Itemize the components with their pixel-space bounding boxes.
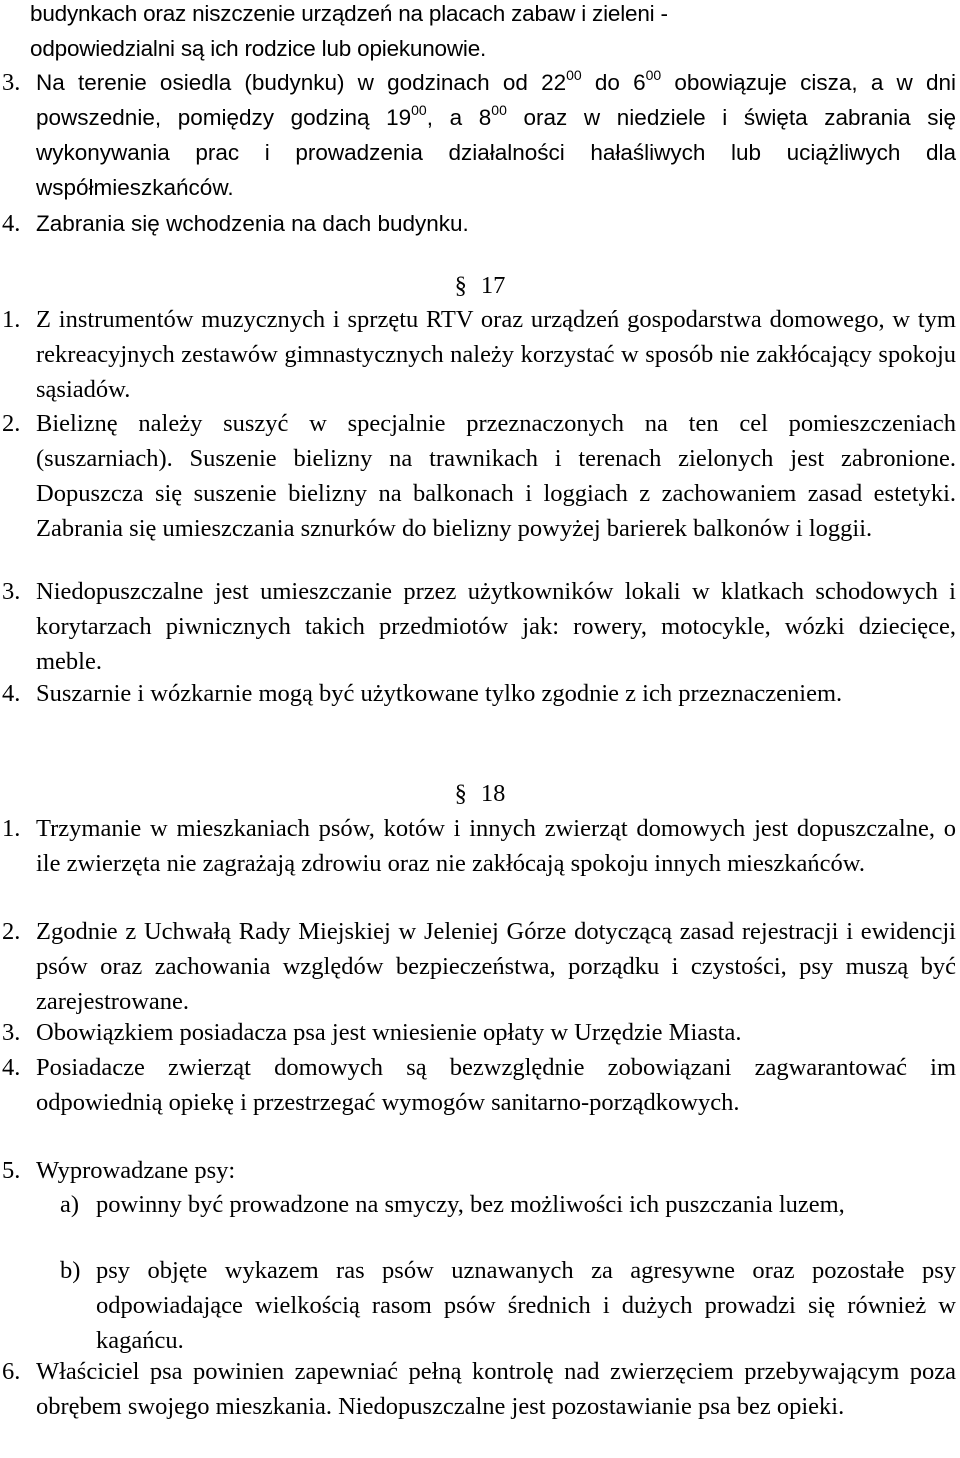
list-item xyxy=(0,676,956,711)
list-item xyxy=(0,1015,956,1050)
item-text: Trzymanie w mieszkaniach psów, kotów i innych zwierząt domowych jest dopuszczalne, o ile zwierzęta nie zagrażają zdrowiu oraz nie zakłócają spokoju innych mieszkańców. xyxy=(36,815,956,877)
fragment-line-1: budynkach oraz niszczenie urządzeń na placach zabaw i zieleni - xyxy=(30,1,668,26)
item-number: 4. xyxy=(2,680,21,707)
list-item xyxy=(0,1153,956,1188)
sub-item-letter: a) xyxy=(60,1191,80,1218)
list-item xyxy=(0,406,956,546)
list-item xyxy=(0,914,956,1019)
sub-item-text: powinny być prowadzone na smyczy, bez możliwości ich puszczania luzem, xyxy=(96,1191,845,1218)
fragment-line-2: odpowiedzialni są ich rodzice lub opiekunowie. xyxy=(30,36,487,61)
item-text: Posiadacze zwierząt domowych są bezwzględnie zobowiązani zagwarantować im odpowiednią opiekę i przestrzegać wymogów sanitarno-porządkowych. xyxy=(36,1054,956,1116)
item-number: 6. xyxy=(2,1358,21,1385)
item-number: 4. xyxy=(2,210,21,237)
section-heading-18 xyxy=(0,776,960,811)
item-text: Wyprowadzane psy: xyxy=(36,1157,236,1184)
list-item xyxy=(0,1050,956,1120)
item-number: 3. xyxy=(2,1019,21,1046)
item-number: 3. xyxy=(2,69,21,96)
list-item xyxy=(0,811,956,881)
item-text: Właściciel psa powinien zapewniać pełną kontrolę nad zwierzęciem przebywającym poza obrębem swojego mieszkania. Niedopuszczalne jest pozostawianie psa bez opieki. xyxy=(36,1358,956,1420)
sub-list-item xyxy=(60,1187,956,1222)
item-text: Suszarnie i wózkarnie mogą być użytkowane tylko zgodnie z ich przeznaczeniem. xyxy=(36,680,843,707)
item-text: Niedopuszczalne jest umieszczanie przez użytkowników lokali w klatkach schodowych i korytarzach piwnicznych takich przedmiotów jak: rowery, motocykle, wózki dziecięce, meble. xyxy=(36,578,956,675)
sub-list-item xyxy=(60,1253,956,1358)
section-symbol: § xyxy=(454,272,467,299)
item-text: Na terenie osiedla (budynku) w godzinach od $22^{00}$ do $6^{00}$ obowiązuje cisza, a w dni powszednie, pomiędzy godziną $19^{00}$, a $8^{00}$ oraz w niedziele i święta zabrania się wykonywania prac i prowadzenia działalności hałaśliwych lub uciążliwych dla współmieszkańców. xyxy=(36,67,957,200)
section-heading-17 xyxy=(0,268,960,303)
item-text: Zgodnie z Uchwałą Rady Miejskiej w Jeleniej Górze dotyczącą zasad rejestracji i ewidencji psów oraz zachowania względów bezpieczeństwa, porządku i czystości, psy muszą być zarejestrowane. xyxy=(36,918,956,1015)
item-number: 5. xyxy=(2,1157,21,1184)
item-number: 4. xyxy=(2,1054,21,1081)
item-number: 1. xyxy=(2,306,21,333)
list-item xyxy=(0,206,956,241)
section-symbol: § xyxy=(454,780,467,807)
item-text: Z instrumentów muzycznych i sprzętu RTV oraz urządzeń gospodarstwa domowego, w tym rekreacyjnych zestawów gimnastycznych należy korzystać w sposób nie zakłócający spokoju sąsiadów. xyxy=(36,306,956,403)
list-item xyxy=(0,65,956,205)
item-number: 2. xyxy=(2,410,21,437)
sub-item-letter: b) xyxy=(60,1257,81,1284)
section-number: 18 xyxy=(480,780,506,807)
item-text: Bieliznę należy suszyć w specjalnie przeznaczonych na ten cel pomieszczeniach (suszarniach). Suszenie bielizny na trawnikach i terenach zielonych jest zabronione. Dopuszcza się suszenie bielizny na balkonach i loggiach z zachowaniem zasad estetyki. Zabrania się umieszczania sznurków do bielizny powyżej barierek balkonów i loggii. xyxy=(36,410,956,542)
item-number: 3. xyxy=(2,578,21,605)
item-number: 1. xyxy=(2,815,21,842)
paragraph-fragment xyxy=(30,0,956,66)
sub-item-text: psy objęte wykazem ras psów uznawanych za agresywne oraz pozostałe psy odpowiadające wielkością rasom psów średnich i dużych prowadzi się również w kagańcu. xyxy=(96,1257,956,1354)
list-item xyxy=(0,302,956,407)
item-number: 2. xyxy=(2,918,21,945)
item-text: Obowiązkiem posiadacza psa jest wniesienie opłaty w Urzędzie Miasta. xyxy=(36,1019,742,1046)
item-text: Zabrania się wchodzenia na dach budynku. xyxy=(36,211,469,236)
list-item xyxy=(0,574,956,679)
section-number: 17 xyxy=(480,272,506,299)
list-item xyxy=(0,1354,956,1424)
